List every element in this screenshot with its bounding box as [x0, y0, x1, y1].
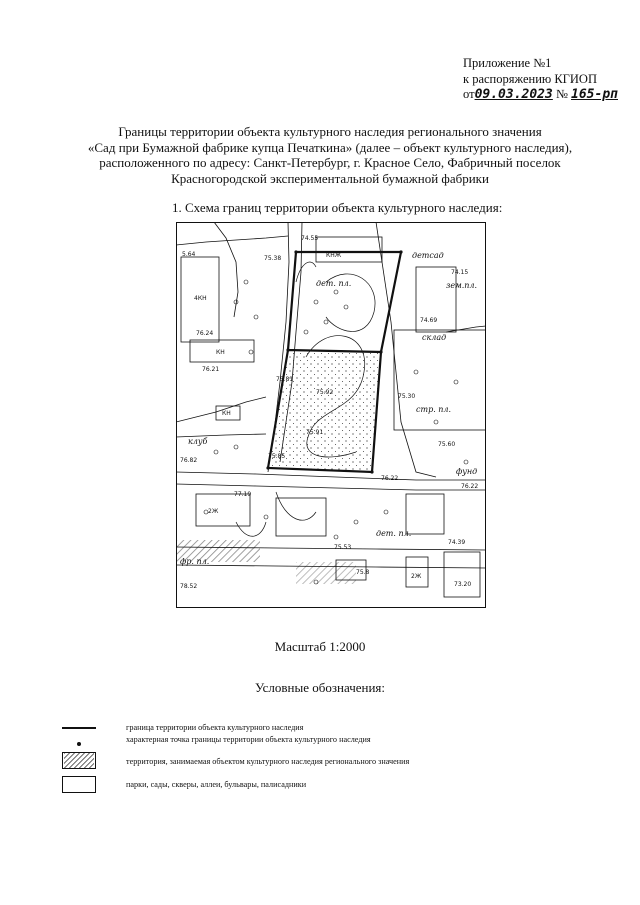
map-label: 4КН: [194, 295, 207, 302]
map-label: 76.24: [196, 330, 214, 337]
map-label: 75.85: [268, 453, 286, 460]
annex-date-line: [463, 87, 618, 103]
map-label: фр. пл.: [180, 557, 210, 566]
map-label: 75.91: [306, 429, 324, 436]
map-label: 75.38: [264, 255, 282, 262]
map-label: дет. пл.: [316, 279, 352, 288]
map-label: 76.82: [180, 457, 198, 464]
map-label: КН: [222, 410, 231, 417]
map-label: 2Ж: [208, 508, 219, 515]
legend-occupied-symbol: [62, 752, 96, 769]
map-label: клуб: [188, 437, 208, 446]
annex-line1: Приложение №1: [463, 56, 552, 70]
map-label: зем.пл.: [446, 281, 478, 290]
map-label: 75.8: [356, 569, 370, 576]
annex-prefix: от: [463, 87, 475, 101]
annex-header: [463, 56, 618, 103]
map-label: 76.22: [461, 483, 479, 490]
map-label: стр. пл.: [416, 405, 452, 414]
boundary-map: [176, 222, 486, 608]
annex-line2: к распоряжению КГИОП: [463, 71, 597, 86]
map-label: детсад: [412, 251, 444, 260]
title-line1: Границы территории объекта культурного наследия регионального значения: [118, 124, 542, 139]
map-label: фунд: [456, 467, 478, 476]
map-label: КНЖ: [326, 252, 342, 259]
title-line3: расположенного по адресу: Санкт-Петербург, г. Красное Село, Фабричный поселок: [99, 155, 561, 170]
legend-parks-text: парки, сады, скверы, аллеи, бульвары, палисадники: [126, 780, 307, 789]
annex-date: 09.03.2023: [474, 87, 553, 102]
map-label: 74.69: [420, 317, 438, 324]
map-label: 5.64: [182, 251, 196, 258]
map-label: 75.92: [316, 389, 334, 396]
title-line2: «Сад при Бумажной фабрике купца Печаткина» (далее – объект культурного наследия),: [87, 139, 573, 155]
map-scale: Масштаб 1:2000: [274, 639, 366, 654]
legend-occupied-text: территория, занимаемая объектом культурного наследия регионального значения: [126, 757, 410, 766]
map-label: 76.22: [381, 475, 399, 482]
map-label: 75.81: [276, 376, 294, 383]
map-label: 78.52: [180, 583, 198, 590]
map-label: 76.21: [202, 366, 220, 373]
annex-number-sign: №: [555, 87, 568, 101]
map-label: 2Ж: [411, 573, 422, 580]
document-title: [40, 124, 620, 186]
annex-number: 165-рп: [571, 87, 618, 102]
section-title: 1. Схема границ территории объекта культурного наследия:: [172, 200, 503, 215]
map-label: 74.15: [451, 269, 469, 276]
title-line4: Красногородской экспериментальной бумажной фабрики: [171, 170, 489, 186]
map-label: КН: [216, 349, 225, 356]
map-hatch-block-2: [296, 562, 356, 584]
legend-boundary-line-symbol: [62, 727, 96, 729]
map-label: 75.60: [438, 441, 456, 448]
legend-boundary-point-text: характерная точка границы территории объекта культурного наследия: [126, 735, 371, 744]
map-label: 74.55: [301, 235, 319, 242]
map-label: дет. пл.: [376, 529, 412, 538]
map-label: 73.20: [454, 581, 472, 588]
legend-boundary-point-symbol: [77, 742, 81, 746]
map-label: 75.53: [334, 544, 352, 551]
map-label: 74.39: [448, 539, 466, 546]
legend-title: Условные обозначения:: [254, 680, 386, 695]
legend-parks-symbol: [62, 776, 96, 793]
legend-boundary-line-text: граница территории объекта культурного наследия: [126, 723, 304, 732]
map-label: 77.19: [234, 491, 252, 498]
map-label: 75.30: [398, 393, 416, 400]
map-label: склад: [422, 333, 447, 342]
